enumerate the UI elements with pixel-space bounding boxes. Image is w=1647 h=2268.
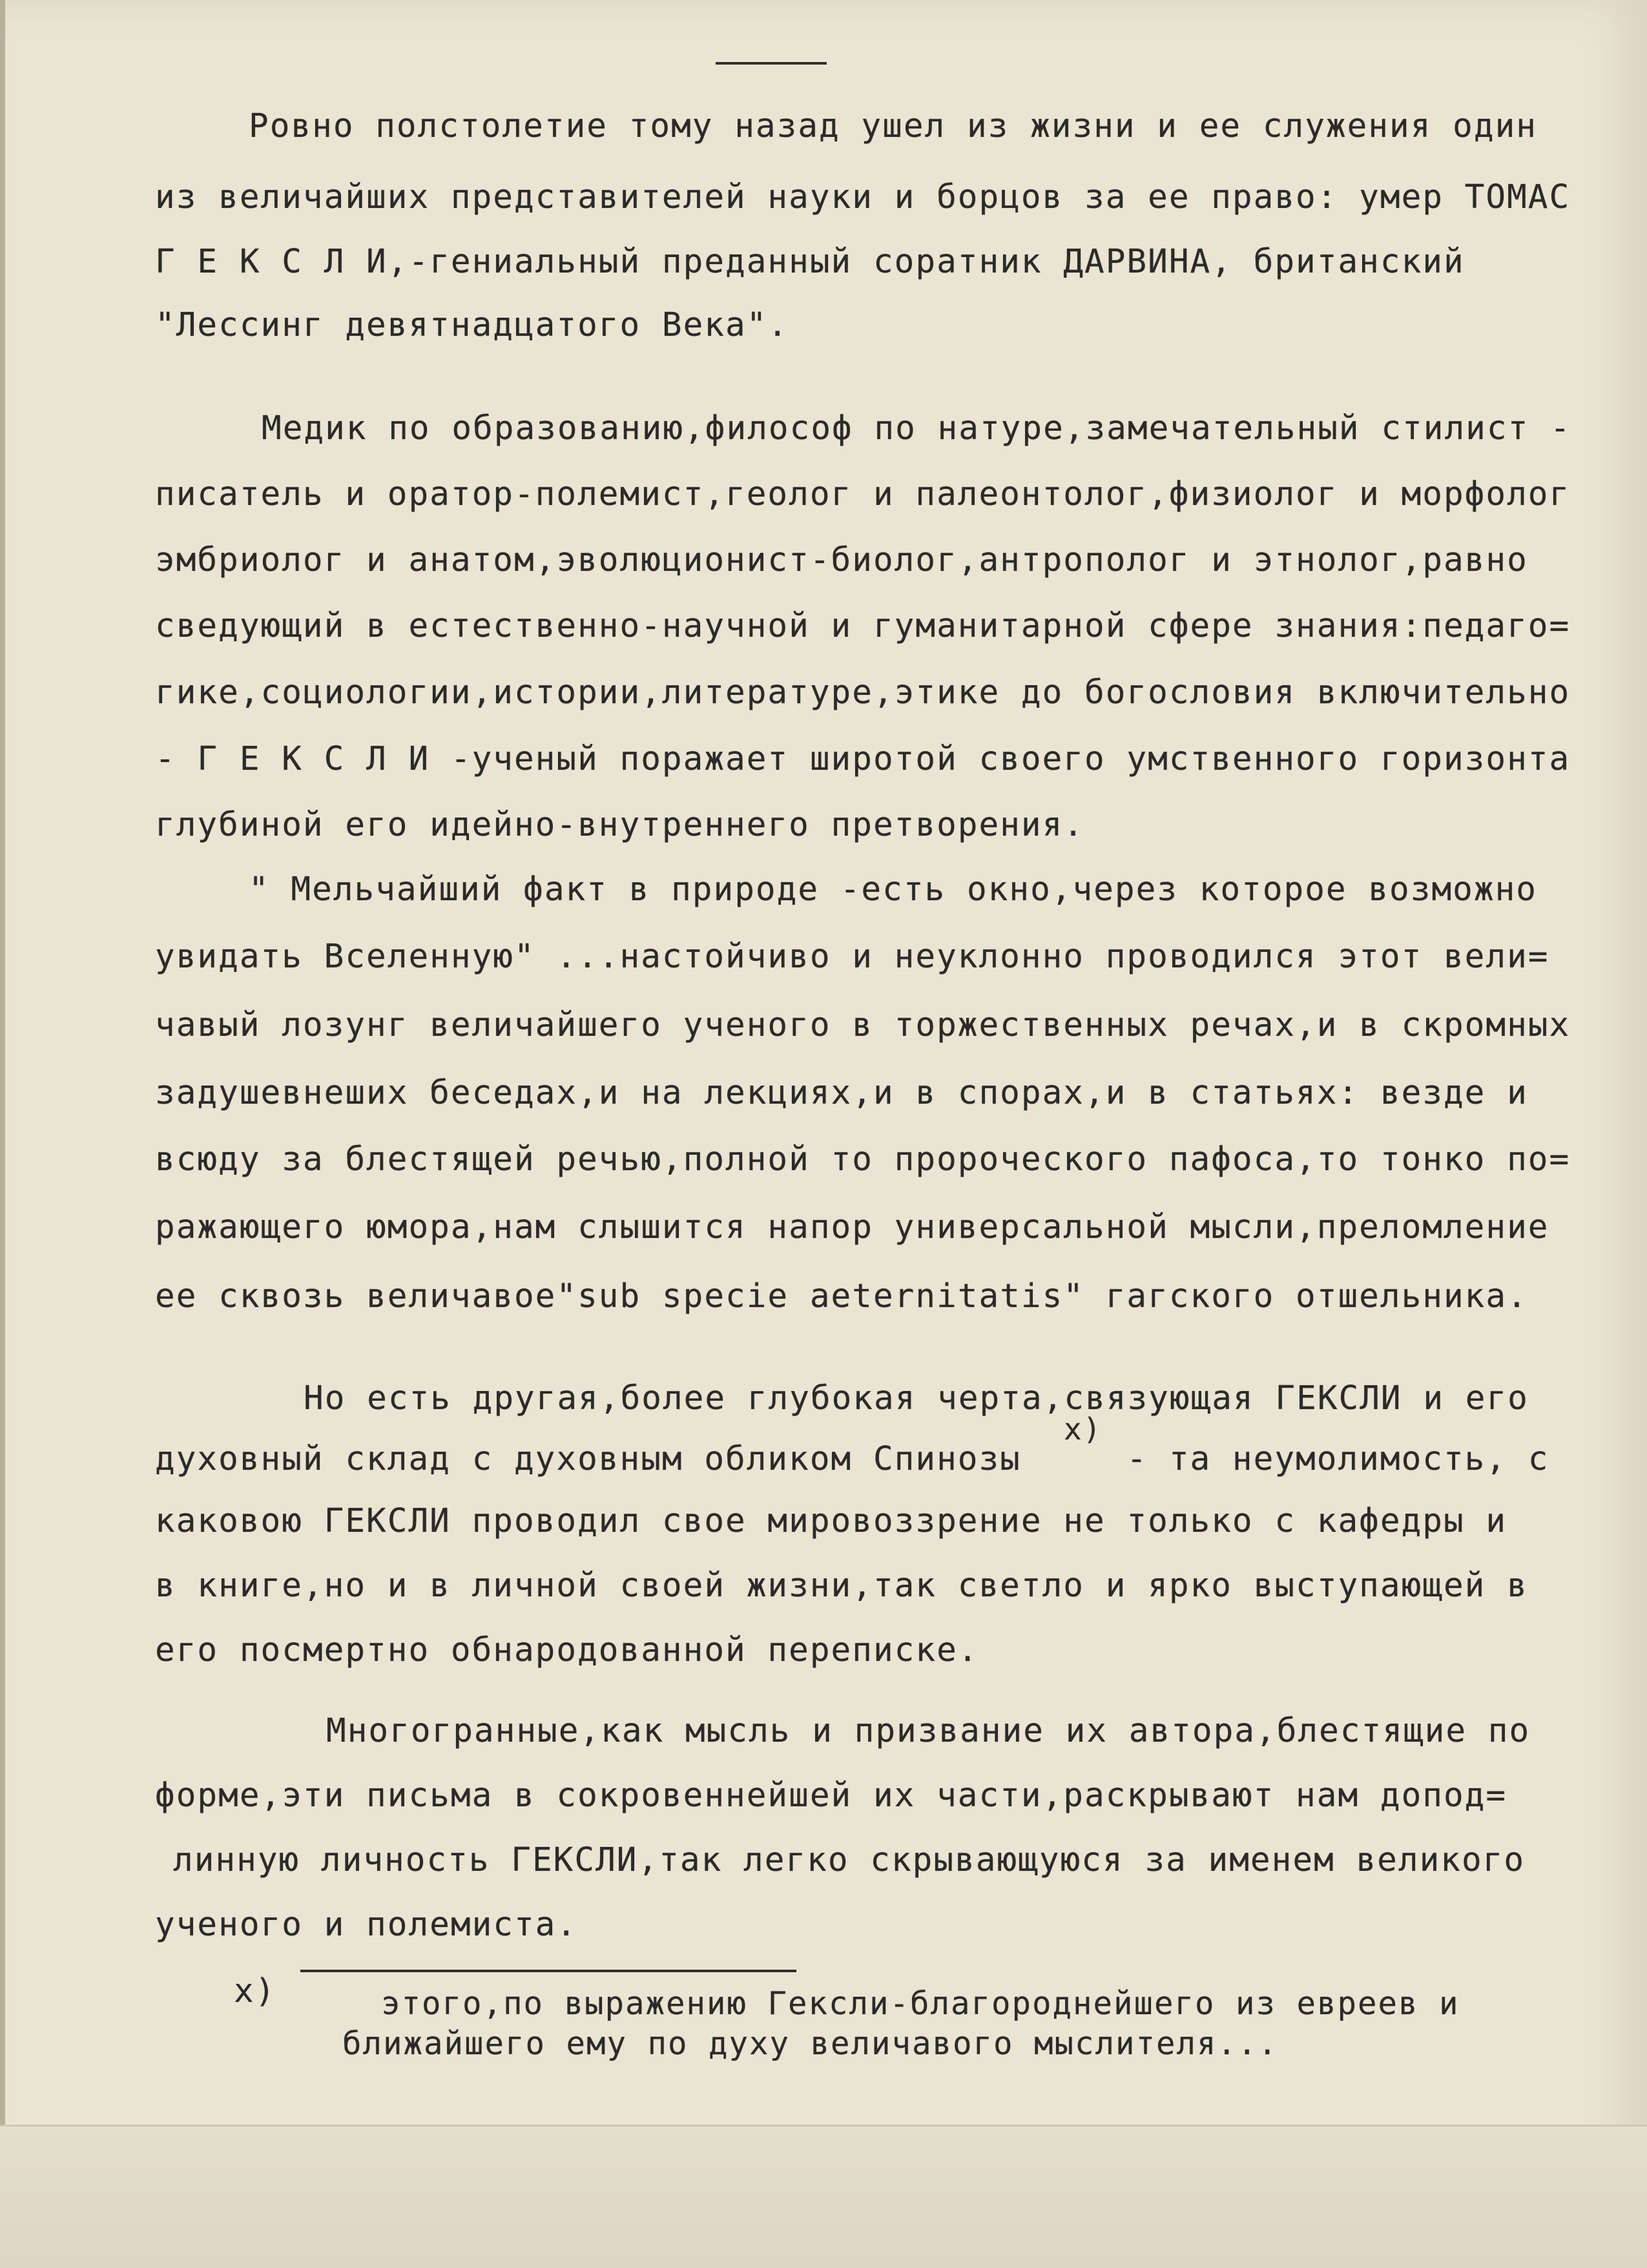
text-line: его посмертно обнародованной переписке. (155, 1631, 979, 1669)
text-line: Ровно полстолетие тому назад ушел из жизни и ее служения один (249, 107, 1537, 145)
text-line: всюду за блестящей речью,полной то пророческого пафоса,то тонко по= (155, 1140, 1571, 1179)
footnote-separator-rule (300, 1970, 796, 1972)
top-separator-rule (716, 62, 827, 65)
text-line: Но есть другая,более глубокая черта,связующая ГЕКСЛИ и его (304, 1379, 1529, 1418)
text-line: эмбриолог и анатом,эволюционист-биолог,антрополог и этнолог,равно (155, 541, 1528, 579)
text-line: в книге,но и в личной своей жизни,так светло и ярко выступающей в (155, 1567, 1528, 1605)
text-line: увидать Вселенную" ...настойчиво и неуклонно проводился этот вели= (155, 938, 1549, 976)
text-line: гике,социологии,истории,литературе,этике до богословия включительно (155, 674, 1571, 712)
footnote-line: ближайшего ему по духу величавого мыслителя... (342, 2025, 1279, 2062)
text-line: сведующий в естественно-научной и гуманитарной сфере знания:педаго= (155, 607, 1571, 645)
text-line: форме,эти письма в сокровеннейшей их части,раскрывают нам допод= (155, 1777, 1507, 1815)
text-line: глубиной его идейно-внутреннего претворения. (155, 806, 1085, 844)
text-line: каковою ГЕКСЛИ проводил свое мировоззрение не только с кафедры и (155, 1502, 1507, 1540)
footnote-label: х) (234, 1972, 276, 2010)
text-line: писатель и оратор-полемист,геолог и палеонтолог,физиолог и морфолог (155, 475, 1571, 513)
text-line: линную личность ГЕКСЛИ,так легко скрывающуюся за именем великого (173, 1841, 1526, 1879)
text-line: Медик по образованию,философ по натуре,замечательный стилист - (262, 409, 1571, 448)
footnote-marker: х) (1064, 1412, 1103, 1447)
text-line: " Мельчайший факт в природе -есть окно,через которое возможно (249, 871, 1537, 909)
text-line: духовный склад с духовным обликом Спинозы - та неумолимость, с (155, 1440, 1549, 1478)
text-line: "Лессинг девятнадцатого Века". (155, 306, 789, 344)
text-line: задушевнеших беседах,и на лекциях,и в спорах,и в статьях: везде и (155, 1074, 1528, 1112)
text-line: ее сквозь величавое"sub specie aeternitatis" гагского отшельника. (155, 1277, 1528, 1315)
text-line: Многогранные,как мысль и призвание их автора,блестящие по (326, 1712, 1531, 1750)
text-line: - Г Е К С Л И -ученый поражает широтой своего умственного горизонта (155, 740, 1571, 778)
text-line: из величайших представителей науки и борцов за ее право: умер ТОМАС (155, 178, 1571, 216)
text-line: Г Е К С Л И,-гениальный преданный соратник ДАРВИНА, британский (155, 243, 1465, 281)
page-edge-shadow (0, 0, 5, 2266)
footnote-line: этого,по выражению Гексли-благороднейшего из евреев и (381, 1985, 1460, 2022)
text-line: ражающего юмора,нам слышится напор универсальной мысли,преломление (155, 1208, 1549, 1246)
text-line: чавый лозунг величайшего ученого в торжественных речах,и в скромных (155, 1006, 1571, 1044)
text-line: ученого и полемиста. (155, 1906, 578, 1944)
folded-bottom-edge (0, 2125, 1647, 2268)
